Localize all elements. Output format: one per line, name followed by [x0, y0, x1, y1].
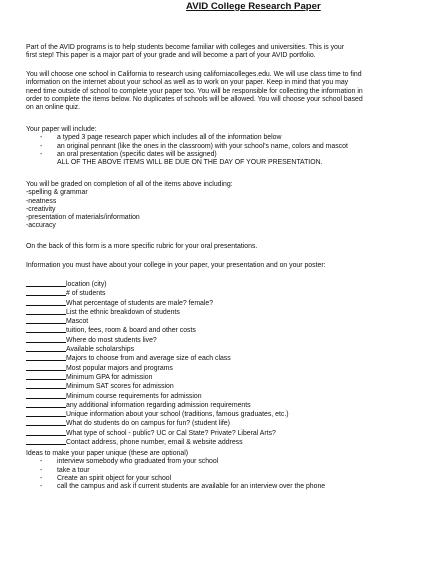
- answer-blank[interactable]: [26, 345, 66, 352]
- checklist-item: # of students: [26, 289, 289, 298]
- page-title: AVID College Research Paper: [186, 1, 321, 12]
- info-heading: Information you must have about your college in your paper, your presentation and on your poster:: [26, 262, 326, 269]
- due-note: ALL OF THE ABOVE ITEMS WILL BE DUE ON THE DAY OF YOUR PRESENTATION.: [57, 159, 323, 167]
- checklist-item: Most popular majors and programs: [26, 364, 289, 373]
- include-item: - a typed 3 page research paper which includes all of the information below: [40, 134, 282, 142]
- answer-blank[interactable]: [26, 354, 66, 361]
- idea-item: - take a tour: [40, 466, 90, 474]
- instructions-line: on an online quiz.: [26, 104, 81, 112]
- graded-item: -creativity: [26, 205, 56, 213]
- checklist-item: Available scholarships: [26, 345, 289, 354]
- graded-heading: You will be graded on completion of all of the items above including:: [26, 181, 233, 188]
- intro-line: first step! This paper is a major part of your grade and will become a part of your AVID portfolio.: [26, 52, 316, 60]
- instructions-line: You will choose one school in California to research using californiacolleges.edu. We will use class time to find: [26, 71, 362, 78]
- checklist-item: What do students do on campus for fun? (student life): [26, 419, 289, 428]
- checklist-item: What percentage of students are male? female?: [26, 299, 289, 308]
- answer-blank[interactable]: [26, 308, 66, 315]
- intro-paragraph: [26, 44, 344, 61]
- answer-blank[interactable]: [26, 299, 66, 306]
- checklist-item: Minimum SAT scores for admission: [26, 382, 289, 391]
- checklist-item: location (city): [26, 280, 289, 289]
- idea-item: - Create an spirit object for your school: [40, 474, 172, 482]
- checklist-item: Unique information about your school (traditions, famous graduates, etc.): [26, 410, 289, 419]
- checklist-item: Where do most students live?: [26, 336, 289, 345]
- answer-blank[interactable]: [26, 401, 66, 408]
- answer-blank[interactable]: [26, 289, 66, 296]
- include-heading: Your paper will include:: [26, 126, 97, 133]
- ideas-section: [26, 450, 325, 491]
- graded-section: [26, 181, 233, 231]
- instructions-line: order to complete the items below. No duplicates of schools will be allowed. You will choose your school based: [26, 95, 363, 103]
- include-item: - an original pennant (like the ones in the classroom) with your school's name, colors and mascot: [40, 142, 348, 150]
- graded-item: -presentation of materials/information: [26, 214, 140, 222]
- answer-blank[interactable]: [26, 382, 66, 389]
- answer-blank[interactable]: [26, 336, 66, 343]
- intro-line: Part of the AVID programs is to help students become familiar with colleges and universities. This is your: [26, 44, 345, 51]
- checklist-item: Contact address, phone number, email & website address: [26, 438, 289, 447]
- answer-blank[interactable]: [26, 280, 66, 287]
- idea-item: - interview somebody who graduated from your school: [40, 458, 219, 466]
- graded-item: -neatness: [26, 197, 57, 205]
- answer-blank[interactable]: [26, 373, 66, 380]
- answer-blank[interactable]: [26, 392, 66, 399]
- answer-blank[interactable]: [26, 438, 66, 445]
- checklist-item: any additional information regarding admission requirements: [26, 401, 289, 410]
- instructions-line: information on the internet about your school as well as to work on your paper. Keep in mind that you may: [26, 79, 349, 87]
- answer-blank[interactable]: [26, 419, 66, 426]
- answer-blank[interactable]: [26, 326, 66, 333]
- ideas-heading: Ideas to make your paper unique (these are optional): [26, 450, 189, 457]
- graded-item: -accuracy: [26, 222, 56, 230]
- answer-blank[interactable]: [26, 317, 66, 324]
- instructions-line: need time outside of school to complete your paper too. You will be responsible for collecting the information in: [26, 87, 363, 95]
- checklist-item: Minimum GPA for admission: [26, 373, 289, 382]
- idea-item: - call the campus and ask if current students are available for an interview over the phone: [40, 483, 326, 491]
- include-section: [26, 126, 348, 167]
- answer-blank[interactable]: [26, 410, 66, 417]
- rubric-note: On the back of this form is a more specific rubric for your oral presentations.: [26, 243, 258, 250]
- checklist: [26, 280, 289, 447]
- checklist-item: Minimum course requirements for admission: [26, 392, 289, 401]
- checklist-item: Mascot: [26, 317, 289, 326]
- answer-blank[interactable]: [26, 364, 66, 371]
- checklist-item: List the ethnic breakdown of students: [26, 308, 289, 317]
- include-item: - an oral presentation (specific dates will be assigned): [40, 150, 217, 158]
- checklist-item: Majors to choose from and average size of each class: [26, 354, 289, 363]
- answer-blank[interactable]: [26, 429, 66, 436]
- graded-item: -spelling & grammar: [26, 189, 88, 197]
- instructions-paragraph: [26, 71, 363, 112]
- checklist-item: What type of school - public? UC or Cal State? Private? Liberal Arts?: [26, 429, 289, 438]
- checklist-item: tuition, fees, room & board and other costs: [26, 326, 289, 335]
